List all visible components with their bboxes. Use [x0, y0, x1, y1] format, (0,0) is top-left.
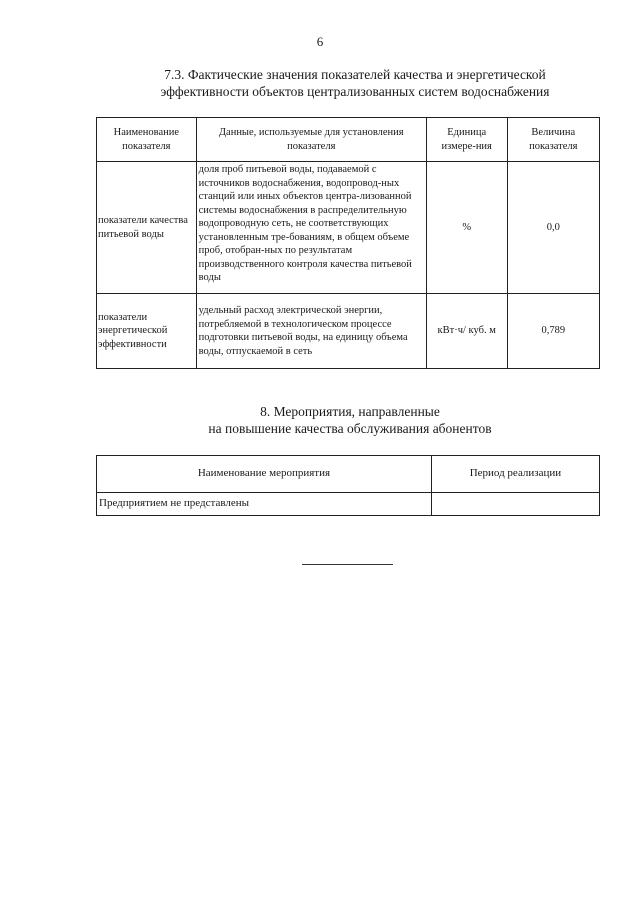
indicator-description: доля проб питьевой воды, подаваемой с источников водоснабжения, водопровод-ных станций или иных объектов центра-лизованной системы водоснабжения в распределительную водопроводную сеть, не соответствующих установленным тре-бованиям, в общем объеме проб, отобран-ных по результатам производственного контроля качества питьевой воды	[196, 162, 426, 294]
section-7-3-title	[0, 66, 640, 100]
header-unit: Единица измере-ния	[426, 118, 507, 162]
header-value: Величина показателя	[507, 118, 599, 162]
indicator-name: показатели качества питьевой воды	[97, 162, 197, 294]
section-8-title-line2: на повышение качества обслуживания абонентов	[208, 421, 492, 436]
end-divider	[302, 564, 393, 565]
indicator-unit: %	[426, 162, 507, 294]
measure-name: Предприятием не представлены	[97, 493, 432, 516]
indicator-unit: кВт·ч/ куб. м	[426, 294, 507, 369]
measures-table	[96, 455, 600, 516]
table-header-row	[97, 118, 600, 162]
header-measure-name: Наименование мероприятия	[97, 456, 432, 493]
indicator-value: 0,0	[507, 162, 599, 294]
section-7-3-title-line2: эффективности объектов централизованных систем водоснабжения	[160, 84, 550, 99]
header-period: Период реализации	[431, 456, 599, 493]
table-row	[97, 493, 600, 516]
quality-indicators-table	[96, 117, 600, 369]
indicator-value: 0,789	[507, 294, 599, 369]
section-8-title-line1: 8. Мероприятия, направленные	[260, 404, 440, 419]
table-header-row	[97, 456, 600, 493]
measure-period	[431, 493, 599, 516]
page-number: 6	[316, 34, 324, 49]
indicator-name: показатели энергетической эффективности	[97, 294, 197, 369]
section-8-title	[0, 403, 640, 437]
table-row	[97, 294, 600, 369]
indicator-description: удельный расход электрической энергии, потребляемой в технологическом процессе подготовки питьевой воды, на единицу объема воды, отпускаемой в сеть	[196, 294, 426, 369]
section-7-3-title-line1: 7.3. Фактические значения показателей качества и энергетической	[164, 67, 546, 82]
header-indicator-name: Наименование показателя	[97, 118, 197, 162]
header-data-used: Данные, используемые для установления показателя	[196, 118, 426, 162]
table-row	[97, 162, 600, 294]
